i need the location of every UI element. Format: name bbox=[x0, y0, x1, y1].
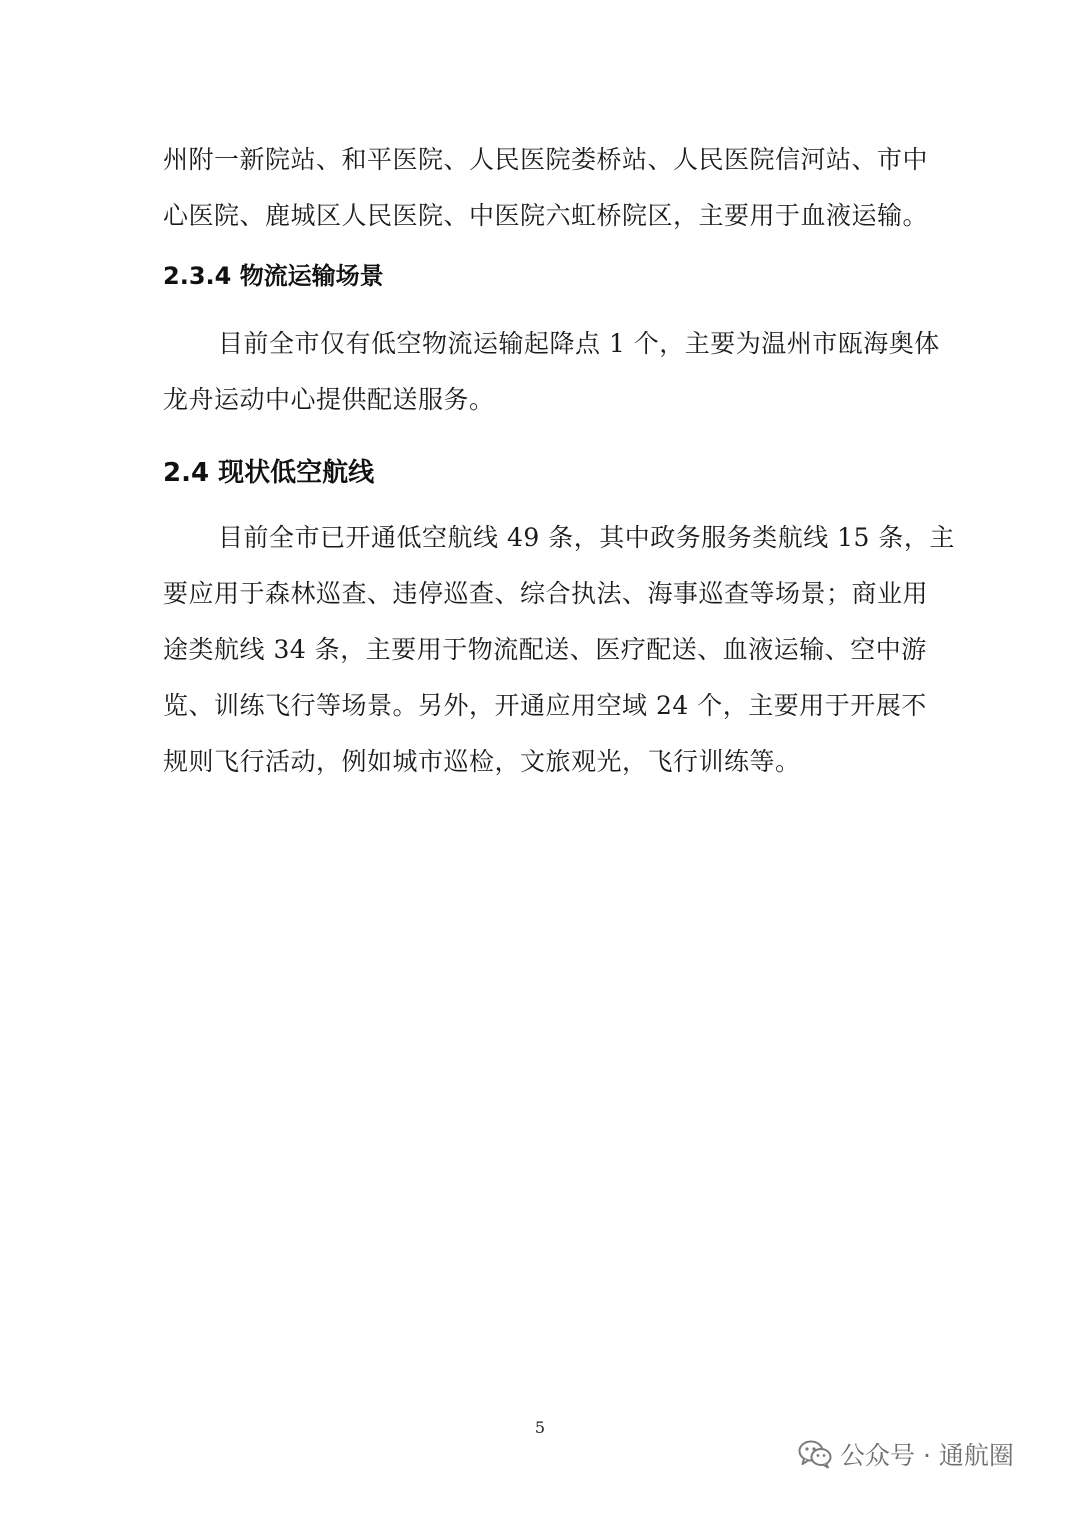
paragraph-line: 目前全市仅有低空物流运输起降点 1 个，主要为温州市瓯海奥体 bbox=[218, 329, 940, 358]
watermark bbox=[798, 1434, 1014, 1474]
paragraph-line: 规则飞行活动，例如城市巡检，文旅观光，飞行训练等。 bbox=[163, 747, 801, 776]
page-number: 5 bbox=[534, 1418, 546, 1437]
watermark-text: 公众号 · 通航圈 bbox=[840, 1441, 1014, 1470]
paragraph-line: 目前全市已开通低空航线 49 条，其中政务服务类航线 15 条，主 bbox=[218, 523, 955, 552]
paragraph-line: 要应用于森林巡查、违停巡查、综合执法、海事巡查等场景；商业用 bbox=[163, 579, 929, 608]
paragraph-line: 心医院、鹿城区人民医院、中医院六虹桥院区，主要用于血液运输。 bbox=[163, 201, 929, 230]
paragraph-line: 途类航线 34 条，主要用于物流配送、医疗配送、血液运输、空中游 bbox=[163, 635, 927, 664]
wechat-icon bbox=[798, 1439, 832, 1469]
section-heading-2-4: 2.4 现状低空航线 bbox=[163, 458, 375, 488]
paragraph-line: 州附一新院站、和平医院、人民医院娄桥站、人民医院信河站、市中 bbox=[163, 145, 929, 174]
section-heading-2-3-4: 2.3.4 物流运输场景 bbox=[163, 262, 384, 290]
paragraph-line: 览、训练飞行等场景。另外，开通应用空域 24 个，主要用于开展不 bbox=[163, 691, 927, 720]
paragraph-line: 龙舟运动中心提供配送服务。 bbox=[163, 385, 495, 414]
